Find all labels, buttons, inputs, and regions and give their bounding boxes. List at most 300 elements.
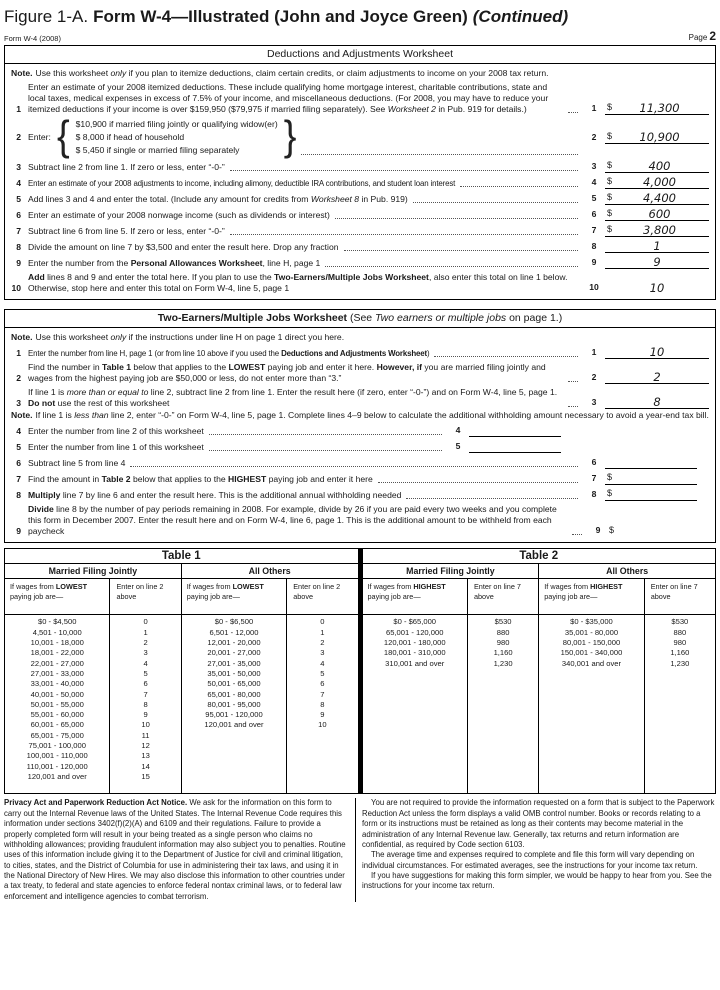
table-cell: 1,230: [493, 658, 513, 668]
note-label: Note.: [11, 410, 33, 421]
table-cell: 880: [673, 627, 687, 637]
te-line-1: [11, 346, 709, 359]
table-cell: 2: [143, 638, 148, 648]
line-number-right: 1: [591, 103, 597, 114]
table-cell: 9: [320, 710, 325, 720]
handwritten-value: 9: [653, 255, 661, 270]
footer-paragraph: You are not required to provide the information requested on a form that is subject to the Paperwork Reduction Act unless the form displays a valid OMB control number. Books or records relating to a form or its instructions must be retained as long as their contents may become material in the administration of any Internal Revenue law. Generally, tax returns and return information are confidential, as required by Code section 6103.: [362, 798, 715, 849]
dollar-sign: $: [607, 488, 613, 499]
section-header: Married Filing Jointly: [5, 564, 181, 579]
form-header-row: [4, 29, 716, 43]
dollar-sign: $: [607, 131, 613, 142]
line-number-right: 2: [591, 372, 597, 383]
line-number-right: 4: [455, 425, 461, 436]
table-cell: 60,001 - 65,000: [30, 720, 84, 730]
dot-leader: [378, 482, 578, 483]
table-2-title: Table 2: [363, 549, 716, 564]
footer-left-column: [4, 798, 355, 902]
te-line-3: [11, 387, 709, 409]
table-cell: 120,001 and over: [27, 771, 87, 781]
worksheet-line-7: [11, 224, 709, 237]
page-number: 2: [709, 29, 716, 44]
table-cell: 10: [141, 720, 150, 730]
text-segment: Enter an estimate of your 2008 itemized deductions. These include qualifying home mortgage interest, charitable contributions, state and local taxes, medical expenses in excess of 7.5% of your income, and miscellaneous deductions. (For 2008, you may have to reduce your itemized deductions if your income is over $159,950 ($79,975 if married filing separately). See: [28, 82, 549, 115]
line-number: 8: [16, 490, 21, 501]
text-segment: If wages from: [544, 582, 591, 592]
handwritten-value: 11,300: [639, 101, 680, 116]
worksheet-line-4: [11, 176, 709, 189]
line-text: [28, 474, 373, 485]
text-segment: less than: [74, 410, 109, 421]
line-number: 9: [16, 526, 21, 537]
line-number: 3: [16, 398, 21, 409]
table-cell: $0 - $4,500: [38, 617, 77, 627]
worksheet-line-1: [11, 82, 709, 115]
text-segment: Find the number in: [28, 362, 103, 373]
table-cell: 980: [496, 638, 510, 648]
dot-leader: [230, 170, 578, 171]
table-cell: 1,160: [493, 648, 513, 658]
text-segment: HIGHEST: [413, 582, 446, 592]
dot-leader: [335, 218, 578, 219]
dot-leader: [209, 434, 442, 435]
text-segment: Enter an estimate of your 2008 adjustments to income, including alimony, deductible IRA contributions, and student loan interest: [28, 178, 456, 188]
table-cell: 13: [141, 751, 150, 761]
section-header: Married Filing Jointly: [363, 564, 539, 579]
te-line-9: [11, 504, 709, 537]
option-hoh: $ 8,000 if head of household: [75, 132, 185, 143]
table-cell: 1: [320, 627, 325, 637]
handwritten-value: 2: [653, 370, 661, 385]
text-segment: LOWEST: [55, 582, 88, 592]
two-earners-worksheet-title: [5, 310, 715, 328]
line-text: [28, 504, 567, 537]
te-line-7: [11, 472, 709, 485]
text-segment: below that applies to the: [131, 362, 229, 373]
line-number: 7: [16, 474, 21, 485]
text-segment: Two-Earners/Multiple Jobs Worksheet: [157, 312, 348, 325]
worksheet-line-10: [11, 272, 709, 294]
table-cell: 35,001 - 80,000: [564, 627, 619, 637]
table-cell: 110,001 - 120,000: [26, 761, 88, 771]
line-number: 4: [16, 426, 21, 437]
table-cell: 80,001 - 150,000: [562, 638, 621, 648]
table-cell: 55,001 - 60,000: [30, 710, 84, 720]
line-number: 8: [16, 242, 21, 253]
table-cell: 2: [320, 638, 325, 648]
text-segment: line 2, enter “-0-” on Form W-4, line 5, page 1. Complete lines 4–9 below to calculate the additional withholding amount necessary to avoid a year-end tax bill.: [108, 410, 709, 421]
line-number: 6: [16, 458, 21, 469]
line-text: [28, 82, 563, 115]
wage-range-column: [5, 615, 110, 793]
figure-continued-label: (Continued): [472, 7, 569, 26]
text-segment: if you plan to itemize deductions, claim certain credits, or claim adjustments to income on your 2008 tax return.: [126, 68, 549, 79]
wage-tables: [4, 548, 716, 794]
text-segment: If line 1 is: [28, 387, 67, 398]
table-cell: $530: [494, 617, 512, 627]
entry-line-10: [605, 281, 709, 294]
page-word: Page: [688, 33, 708, 43]
table-cell: 65,001 - 80,000: [207, 689, 261, 699]
table-cell: 0: [143, 617, 148, 627]
table-cell: 22,001 - 27,000: [30, 658, 84, 668]
text-segment: on page 1.): [506, 312, 563, 325]
text-segment: paying job are—: [186, 591, 240, 601]
worksheet-line-5: [11, 192, 709, 205]
filing-status-options: [76, 118, 278, 157]
text-segment: Add lines 3 and 4 and enter the total. (Include any amount for credits from: [28, 194, 311, 205]
entry-te-5: [469, 440, 561, 453]
handwritten-value: 8: [653, 395, 661, 410]
table-cell: 12: [141, 741, 150, 751]
text-segment: Subtract line 6 from line 5. If zero or less, enter “-0-”: [28, 226, 225, 237]
dot-leader: [209, 450, 442, 451]
text-segment: LOWEST: [228, 362, 266, 373]
line-number: 5: [16, 442, 21, 453]
text-segment: (See: [347, 312, 376, 325]
note-label: Note.: [11, 332, 33, 343]
text-segment: Enter the number from line 1 of this worksheet: [28, 442, 204, 453]
handwritten-value: 4,400: [643, 191, 676, 206]
deductions-worksheet-title: Deductions and Adjustments Worksheet: [5, 46, 715, 64]
text-segment: Personal Allowances Worksheet: [130, 258, 263, 269]
table-cell: 120,001 - 180,000: [383, 638, 446, 648]
text-segment: LOWEST: [232, 582, 264, 592]
table-cell: 3: [143, 648, 148, 658]
table-cell: 9: [143, 710, 148, 720]
line-number: 2: [16, 373, 21, 384]
amount-column: [645, 615, 715, 793]
line-number: 9: [16, 258, 21, 269]
table-cell: 35,001 - 50,000: [207, 668, 261, 678]
table-cell: 0: [320, 617, 325, 627]
privacy-notice-lead: Privacy Act and Paperwork Reduction Act Notice.: [4, 798, 188, 808]
text-segment: line 2, subtract line 2 from line 1. Enter the result here (if zero, enter “-0-”) and on Form W-4, line 5, page 1.: [148, 387, 558, 398]
table-2: [363, 549, 716, 793]
text-segment: in Pub. 919 for details.): [435, 104, 527, 115]
table-cell: 15: [141, 771, 150, 781]
entry-te-7: [605, 472, 697, 485]
table-cell: 340,001 and over: [561, 658, 622, 668]
text-segment: Two-Earners/Multiple Jobs Worksheet: [274, 272, 429, 283]
brace-group: [28, 114, 297, 161]
form-id: Form W-4 (2008): [4, 34, 61, 44]
table-cell: 1,230: [670, 658, 690, 668]
entry-line-7: [605, 224, 709, 237]
text-segment: Add: [28, 272, 45, 283]
section-header: All Others: [539, 564, 715, 579]
dot-leader: [572, 534, 582, 535]
wage-column-label: [182, 579, 287, 614]
text-segment: Enter the number from line 2 of this worksheet: [28, 426, 204, 437]
text-segment: If wages from: [186, 582, 233, 592]
text-segment: Enter an estimate of your 2008 nonwage income (such as dividends or interest): [28, 210, 330, 221]
entry-line-9: [605, 256, 709, 269]
enter-column-label: Enter on line 2 above: [293, 582, 341, 601]
handwritten-value: 10: [649, 345, 665, 360]
table-cell: $0 - $65,000: [393, 617, 437, 627]
entry-te-3: [605, 396, 709, 409]
line-text: [28, 458, 125, 469]
table-cell: 50,001 - 65,000: [207, 679, 261, 689]
dot-leader: [325, 266, 578, 267]
text-segment: Table 1: [102, 362, 132, 373]
figure-number: Figure 1-A.: [4, 7, 89, 26]
table-2-mfj-section: [363, 564, 540, 793]
text-segment: Multiply: [28, 490, 61, 501]
deductions-worksheet: [4, 45, 716, 300]
worksheet-line-6: [11, 208, 709, 221]
table-cell: 27,001 - 35,000: [207, 658, 261, 668]
text-segment: Find the amount in: [28, 474, 102, 485]
text-segment: Table 2: [101, 474, 131, 485]
dollar-sign: $: [607, 472, 613, 483]
wage-range-column: [363, 615, 468, 793]
figure-title: [4, 6, 716, 27]
te-line-6: [11, 456, 709, 469]
footer-paragraph: If you have suggestions for making this form simpler, we would be happy to hear from you. See the instructions for your income tax return.: [362, 870, 712, 891]
handwritten-value: 10: [649, 281, 665, 296]
te-line-5: [11, 440, 709, 453]
table-cell: 6: [143, 679, 148, 689]
dot-leader: [301, 154, 578, 155]
text-segment: Subtract line 2 from line 1. If zero or less, enter “-0-”: [28, 161, 225, 172]
table-cell: 6,501 - 12,000: [209, 627, 259, 637]
table-cell: 5: [320, 668, 325, 678]
text-segment: Do not: [28, 398, 56, 409]
line-text: [28, 194, 408, 205]
wage-column-label: [363, 579, 468, 614]
dot-leader: [568, 381, 578, 382]
line-text: [28, 362, 563, 384]
wage-column-label: [539, 579, 644, 614]
table-1-mfj-section: [5, 564, 182, 793]
handwritten-value: 600: [648, 207, 671, 222]
enter-label: Enter:: [28, 132, 51, 143]
text-segment: more than or equal to: [66, 387, 149, 398]
text-segment: line 8 by the number of pay periods remaining in 2008. For example, divide by 26 if you are paid every two weeks and you complete this form in December 2007. Enter the result here and on Form W-4, line 6, page 1. This is the additional amount to be withheld from each paycheck: [28, 504, 557, 537]
line-number-right: 9: [591, 257, 597, 268]
table-cell: 8: [320, 699, 325, 709]
dot-leader: [344, 250, 578, 251]
entry-line-4: [605, 176, 709, 189]
dot-leader: [460, 186, 578, 187]
text-segment: in Pub. 919): [359, 194, 408, 205]
text-segment: if the instructions under line H on page 1 direct you here.: [126, 332, 345, 343]
line-text: [28, 162, 225, 173]
line-text: [28, 226, 225, 237]
text-segment: If wages from: [10, 582, 56, 592]
entry-line-3: [605, 160, 709, 173]
dollar-sign: $: [607, 159, 613, 170]
text-segment: paying job and enter it here.: [265, 362, 377, 373]
text-segment: HIGHEST: [228, 474, 267, 485]
table-cell: 10,001 - 18,000: [30, 638, 84, 648]
footer-paragraph: The average time and expenses required to complete and file this form will vary depending on individual circumstances. For estimated averages, see the instructions for your income tax return.: [362, 850, 698, 870]
table-cell: 100,001 - 110,000: [26, 751, 88, 761]
dot-leader: [413, 202, 578, 203]
handwritten-value: 10,900: [639, 130, 680, 145]
line-number: 10: [11, 283, 21, 294]
text-segment: HIGHEST: [590, 582, 623, 592]
line-text: [28, 490, 401, 501]
table-cell: 14: [141, 761, 150, 771]
privacy-act-footer: [4, 798, 716, 902]
table-1: [5, 549, 358, 793]
line-text: [28, 242, 339, 253]
table-cell: 5: [143, 668, 148, 678]
text-segment: Divide: [28, 504, 54, 515]
text-segment: Worksheet 2: [387, 104, 436, 115]
line-number: 7: [16, 226, 21, 237]
text-segment: paying job and enter it here: [266, 474, 373, 485]
text-segment: Use this worksheet: [35, 332, 111, 343]
line-text: [28, 442, 204, 453]
table-cell: 20,001 - 27,000: [207, 648, 261, 658]
two-earners-worksheet: [4, 309, 716, 543]
dot-leader: [230, 234, 578, 235]
amount-column: [468, 615, 538, 793]
table-cell: 65,001 - 120,000: [386, 627, 444, 637]
line-number-right: 3: [591, 160, 597, 171]
text-segment: paying job are—: [367, 591, 421, 601]
text-segment: Worksheet 8: [310, 194, 360, 205]
text-segment: Use this worksheet: [35, 68, 111, 79]
table-cell: 180,001 - 310,000: [383, 648, 446, 658]
text-segment: Two earners or multiple jobs: [375, 312, 507, 325]
privacy-notice-text: We ask for the information on this form to carry out the Internal Revenue laws of the United States. The Internal Revenue Code requires this information under sections 3402(f)(2)(A) and 6109 and their regulations. Failure to provide a properly completed form will result in your being treated as a single person who claims no withholding allowances; providing fraudulent information may also subject you to penalties. Routine uses of this information include giving it to the Department of Justice for civil and criminal litigation, to cities, states, and the District of Columbia for use in administering their tax laws, and using it in the National Directory of New Hires. We may also disclose this information to other countries under a tax treaty, to federal and state agencies to enforce federal nontax criminal laws, or to federal law enforcement and intelligence agencies to combat terrorism.: [4, 798, 346, 901]
entry-line-2: [605, 131, 709, 144]
te-line-4: [11, 424, 709, 437]
line-text: [28, 426, 204, 437]
te-line-2: [11, 362, 709, 384]
handwritten-value: 4,000: [643, 174, 676, 189]
table-cell: 27,001 - 33,000: [30, 668, 84, 678]
dollar-sign: $: [607, 224, 613, 235]
entry-te-1: [605, 346, 709, 359]
enter-column-label: Enter on line 2 above: [116, 582, 164, 601]
text-segment: only: [110, 68, 127, 79]
handwritten-value: 400: [648, 158, 671, 173]
text-segment: Deductions and Adjustments Worksheet: [281, 349, 427, 359]
text-segment: If wages from: [367, 582, 414, 592]
two-earners-worksheet-body: [5, 328, 715, 542]
note-text: [35, 68, 548, 78]
table-cell: 18,001 - 22,000: [30, 648, 84, 658]
dot-leader: [568, 406, 578, 407]
text-segment: below that applies to the: [130, 474, 229, 485]
line-text: [28, 179, 455, 189]
line-number-right: 2: [591, 131, 597, 142]
line-number: 6: [16, 210, 21, 221]
page-indicator: [689, 29, 716, 43]
line-text: [28, 210, 330, 221]
line-number-right: 5: [455, 441, 461, 452]
line-number-right: 6: [591, 209, 597, 220]
table-cell: 10: [318, 720, 327, 730]
line-number-right: 9: [595, 525, 601, 536]
line-number-right: 8: [591, 241, 597, 252]
line-number: 1: [16, 104, 21, 115]
dollar-sign: $: [607, 176, 613, 187]
wage-column-label: [5, 579, 110, 614]
entry-line-6: [605, 208, 709, 221]
table-cell: 12,001 - 20,000: [207, 638, 261, 648]
dot-leader: [406, 498, 578, 499]
table-cell: 4: [320, 658, 325, 668]
line-number: 5: [16, 194, 21, 205]
line-number: 4: [16, 178, 21, 189]
two-earners-note: [11, 332, 709, 343]
table-1-title: Table 1: [5, 549, 358, 564]
table-cell: 1,160: [670, 648, 690, 658]
text-segment: Enter the number from the: [28, 258, 131, 269]
line-text: [28, 387, 563, 409]
option-single: $ 5,450 if single or married filing separately: [75, 145, 240, 156]
allowance-column: [287, 615, 357, 793]
table-1-others-section: [182, 564, 358, 793]
handwritten-value: 3,800: [643, 223, 676, 238]
line-number-right: 5: [591, 193, 597, 204]
deductions-worksheet-body: [5, 64, 715, 299]
table-cell: 3: [320, 648, 325, 658]
left-brace: {: [56, 114, 70, 161]
note-text: [35, 332, 344, 342]
entry-te-6: [605, 456, 697, 469]
table-cell: 50,001 - 55,000: [30, 699, 84, 709]
line-number-right: 4: [591, 177, 597, 188]
text-segment: ): [426, 349, 430, 359]
table-cell: 75,001 - 100,000: [28, 741, 86, 751]
line-text: [28, 258, 320, 269]
note-text: [35, 410, 708, 420]
dot-leader: [568, 112, 578, 113]
worksheet-line-3: [11, 160, 709, 173]
text-segment: only: [110, 332, 127, 343]
line-text: [28, 349, 429, 359]
handwritten-value: 1: [653, 239, 661, 254]
table-cell: 7: [143, 689, 148, 699]
worksheet-line-9: [11, 256, 709, 269]
table-cell: 80,001 - 95,000: [207, 699, 261, 709]
entry-te-8: [605, 488, 697, 501]
text-segment: , also enter this total on line 1 below. Otherwise, stop here and enter this total on Form W-4, line 5, page 1: [28, 272, 568, 294]
enter-column-label: Enter on line 7 above: [473, 582, 521, 601]
table-cell: 980: [673, 638, 687, 648]
line-number-right: 10: [589, 282, 599, 293]
wage-range-column: [539, 615, 644, 793]
table-cell: 65,001 - 75,000: [30, 730, 84, 740]
dollar-sign: $: [608, 525, 614, 536]
dot-leader: [434, 356, 578, 357]
te-line-8: [11, 488, 709, 501]
table-cell: 33,001 - 40,000: [30, 679, 84, 689]
dollar-sign: $: [607, 102, 613, 113]
text-segment: you are married filing jointly and wages from the highest paying job are $50,000 or less, do not enter more than “3.”: [28, 362, 546, 384]
entry-line-8: [605, 240, 709, 253]
table-cell: $0 - $6,500: [214, 617, 254, 627]
table-cell: 6: [320, 679, 325, 689]
dollar-sign: $: [607, 192, 613, 203]
line-text: [28, 272, 583, 294]
table-cell: 11: [141, 730, 150, 740]
text-segment: paying job are—: [10, 591, 64, 601]
text-segment: Subtract line 5 from line 4: [28, 458, 126, 469]
text-segment: line 7 by line 6 and enter the result here. This is the additional annual withholding needed: [60, 490, 402, 501]
table-cell: 95,001 - 120,000: [205, 710, 263, 720]
entry-te-2: [605, 371, 709, 384]
entry-line-1: [605, 102, 709, 115]
